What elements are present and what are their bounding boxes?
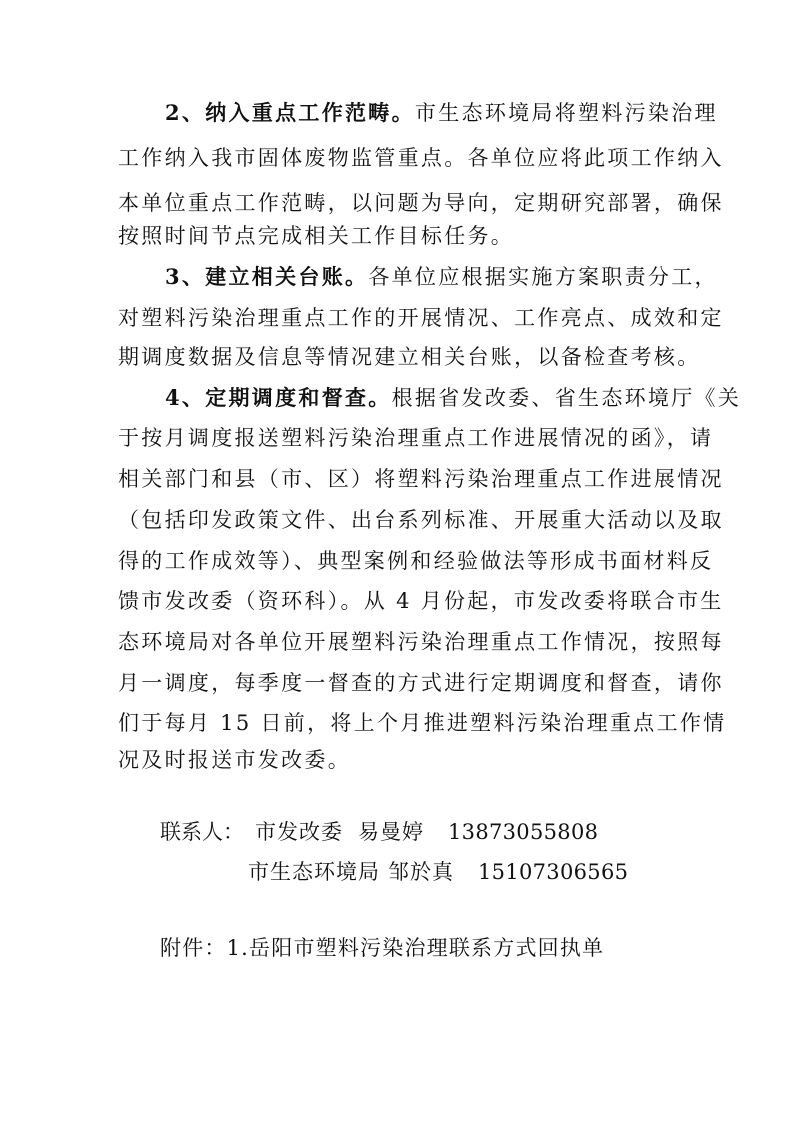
paragraph-line: 期调度数据及信息等情况建立相关台账，以备检查考核。: [118, 345, 701, 369]
paragraph-line: 态环境局对各单位开展塑料污染治理重点工作情况，按照每: [118, 630, 724, 654]
paragraph-text: 市生态环境局将塑料污染治理: [414, 101, 718, 125]
paragraph-line: （包括印发政策文件、出台系列标准、开展重大活动以及取: [118, 508, 724, 532]
contact-phone: 13873055808: [448, 820, 599, 844]
paragraph-line: 于按月调度报送塑料污染治理重点工作进展情况的函》，请: [118, 426, 714, 450]
section-heading: 2、纳入重点工作范畴。: [165, 100, 415, 125]
section-3-first-line: [0, 262, 793, 292]
paragraph-line: 相关部门和县（市、区）将塑料污染治理重点工作进展情况: [118, 467, 724, 491]
paragraph-line: 按照时间节点完成相关工作目标任务。: [118, 224, 515, 248]
paragraph-line: 工作纳入我市固体废物监管重点。各单位应将此项工作纳入: [118, 146, 724, 170]
paragraph-line: 月一调度，每季度一督查的方式进行定期调度和督查，请你: [118, 671, 724, 695]
contact-phone: 15107306565: [478, 860, 629, 884]
section-4-first-line: [0, 383, 793, 413]
paragraph-line: 况及时报送市发改委。: [118, 748, 351, 772]
paragraph-line: 得的工作成效等）、典型案例和经验做法等形成书面材料反: [118, 549, 714, 573]
paragraph-line: 本单位重点工作范畴，以问题为导向，定期研究部署，确保: [118, 191, 724, 215]
section-2-first-line: [0, 98, 793, 128]
attachment-item: 1.岳阳市塑料污染治理联系方式回执单: [226, 936, 605, 960]
paragraph-text: 各单位应根据实施方案职责分工，: [368, 265, 718, 289]
attachment-line: [160, 933, 604, 963]
paragraph-line: 对塑料污染治理重点工作的开展情况、工作亮点、成效和定: [118, 306, 724, 330]
contact-label: 联系人：: [160, 820, 244, 844]
contact-row-1: [160, 817, 598, 847]
contact-org: 市发改委: [255, 820, 343, 844]
paragraph-text: 根据省发改委、省生态环境厅《关: [391, 386, 742, 410]
attachment-label: 附件：: [160, 936, 227, 960]
contact-row-2: [248, 857, 628, 887]
section-heading: 3、建立相关台账。: [165, 264, 369, 289]
contact-name: 邹於真: [388, 860, 454, 884]
paragraph-line: 们于每月 15 日前，将上个月推进塑料污染治理重点工作情: [118, 711, 727, 735]
contact-org: 市生态环境局: [248, 860, 380, 884]
paragraph-line: 馈市发改委（资环科）。从 4 月份起，市发改委将联合市生: [118, 589, 724, 613]
section-heading: 4、定期调度和督查。: [165, 385, 392, 410]
contact-name: 易曼婷: [358, 820, 424, 844]
